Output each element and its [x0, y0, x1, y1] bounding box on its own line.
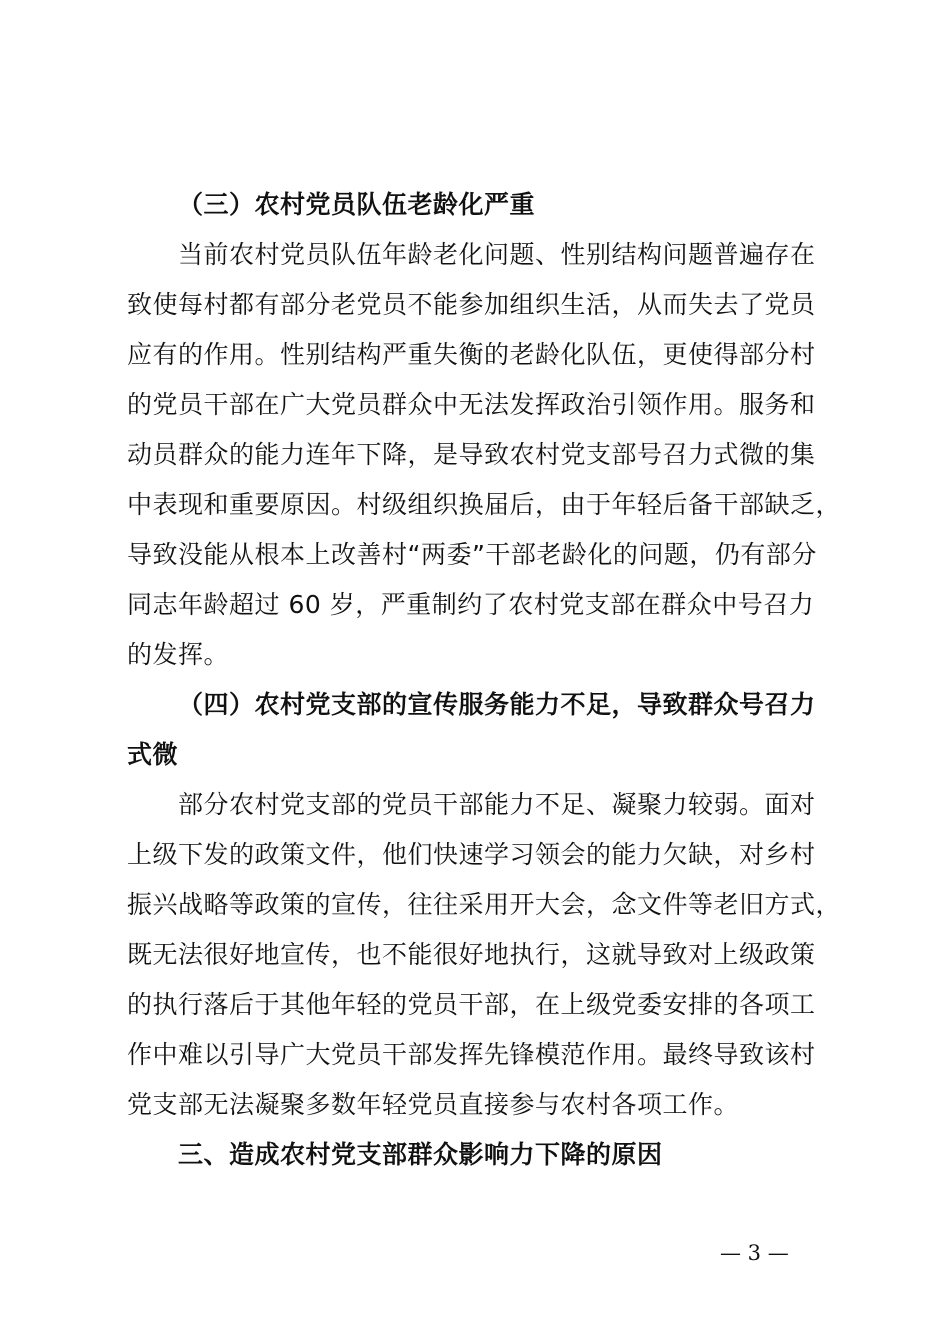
chapter-heading: 三、造成农村党支部群众影响力下降的原因	[178, 1140, 663, 1169]
section-heading: （三）农村党员队伍老龄化严重	[178, 190, 536, 219]
paragraph-line: 部分农村党支部的党员干部能力不足、凝聚力较弱。面对	[178, 790, 816, 819]
page-number: — 3 —	[720, 1241, 789, 1265]
section-heading: （四）农村党支部的宣传服务能力不足，导致群众号召力	[178, 690, 816, 719]
paragraph-line: 中表现和重要原因。村级组织换届后，由于年轻后备干部缺乏，	[127, 490, 842, 519]
paragraph-line: 上级下发的政策文件，他们快速学习领会的能力欠缺，对乡村	[127, 840, 816, 869]
paragraph-line: 导致没能从根本上改善村“两委”干部老龄化的问题，仍有部分	[127, 540, 817, 569]
section-heading-continuation: 式微	[127, 740, 179, 769]
paragraph-line: 动员群众的能力连年下降，是导致农村党支部号召力式微的集	[127, 440, 816, 469]
paragraph-line: 作中难以引导广大党员干部发挥先锋模范作用。最终导致该村	[127, 1040, 816, 1069]
paragraph-line: 的执行落后于其他年轻的党员干部，在上级党委安排的各项工	[127, 990, 816, 1019]
paragraph-line: 的党员干部在广大党员群众中无法发挥政治引领作用。服务和	[127, 390, 816, 419]
paragraph-line: 致使每村都有部分老党员不能参加组织生活，从而失去了党员	[127, 290, 816, 319]
paragraph-line: 当前农村党员队伍年龄老化问题、性别结构问题普遍存在	[178, 240, 816, 269]
paragraph-line: 应有的作用。性别结构严重失衡的老龄化队伍，更使得部分村	[127, 340, 816, 369]
paragraph-line: 党支部无法凝聚多数年轻党员直接参与农村各项工作。	[127, 1090, 740, 1119]
paragraph-line: 既无法很好地宣传，也不能很好地执行，这就导致对上级政策	[127, 940, 816, 969]
paragraph-line: 同志年龄超过 60 岁，严重制约了农村党支部在群众中号召力	[127, 590, 815, 619]
paragraph-line: 的发挥。	[127, 640, 230, 669]
paragraph-line: 振兴战略等政策的宣传，往往采用开大会，念文件等老旧方式，	[127, 890, 842, 919]
